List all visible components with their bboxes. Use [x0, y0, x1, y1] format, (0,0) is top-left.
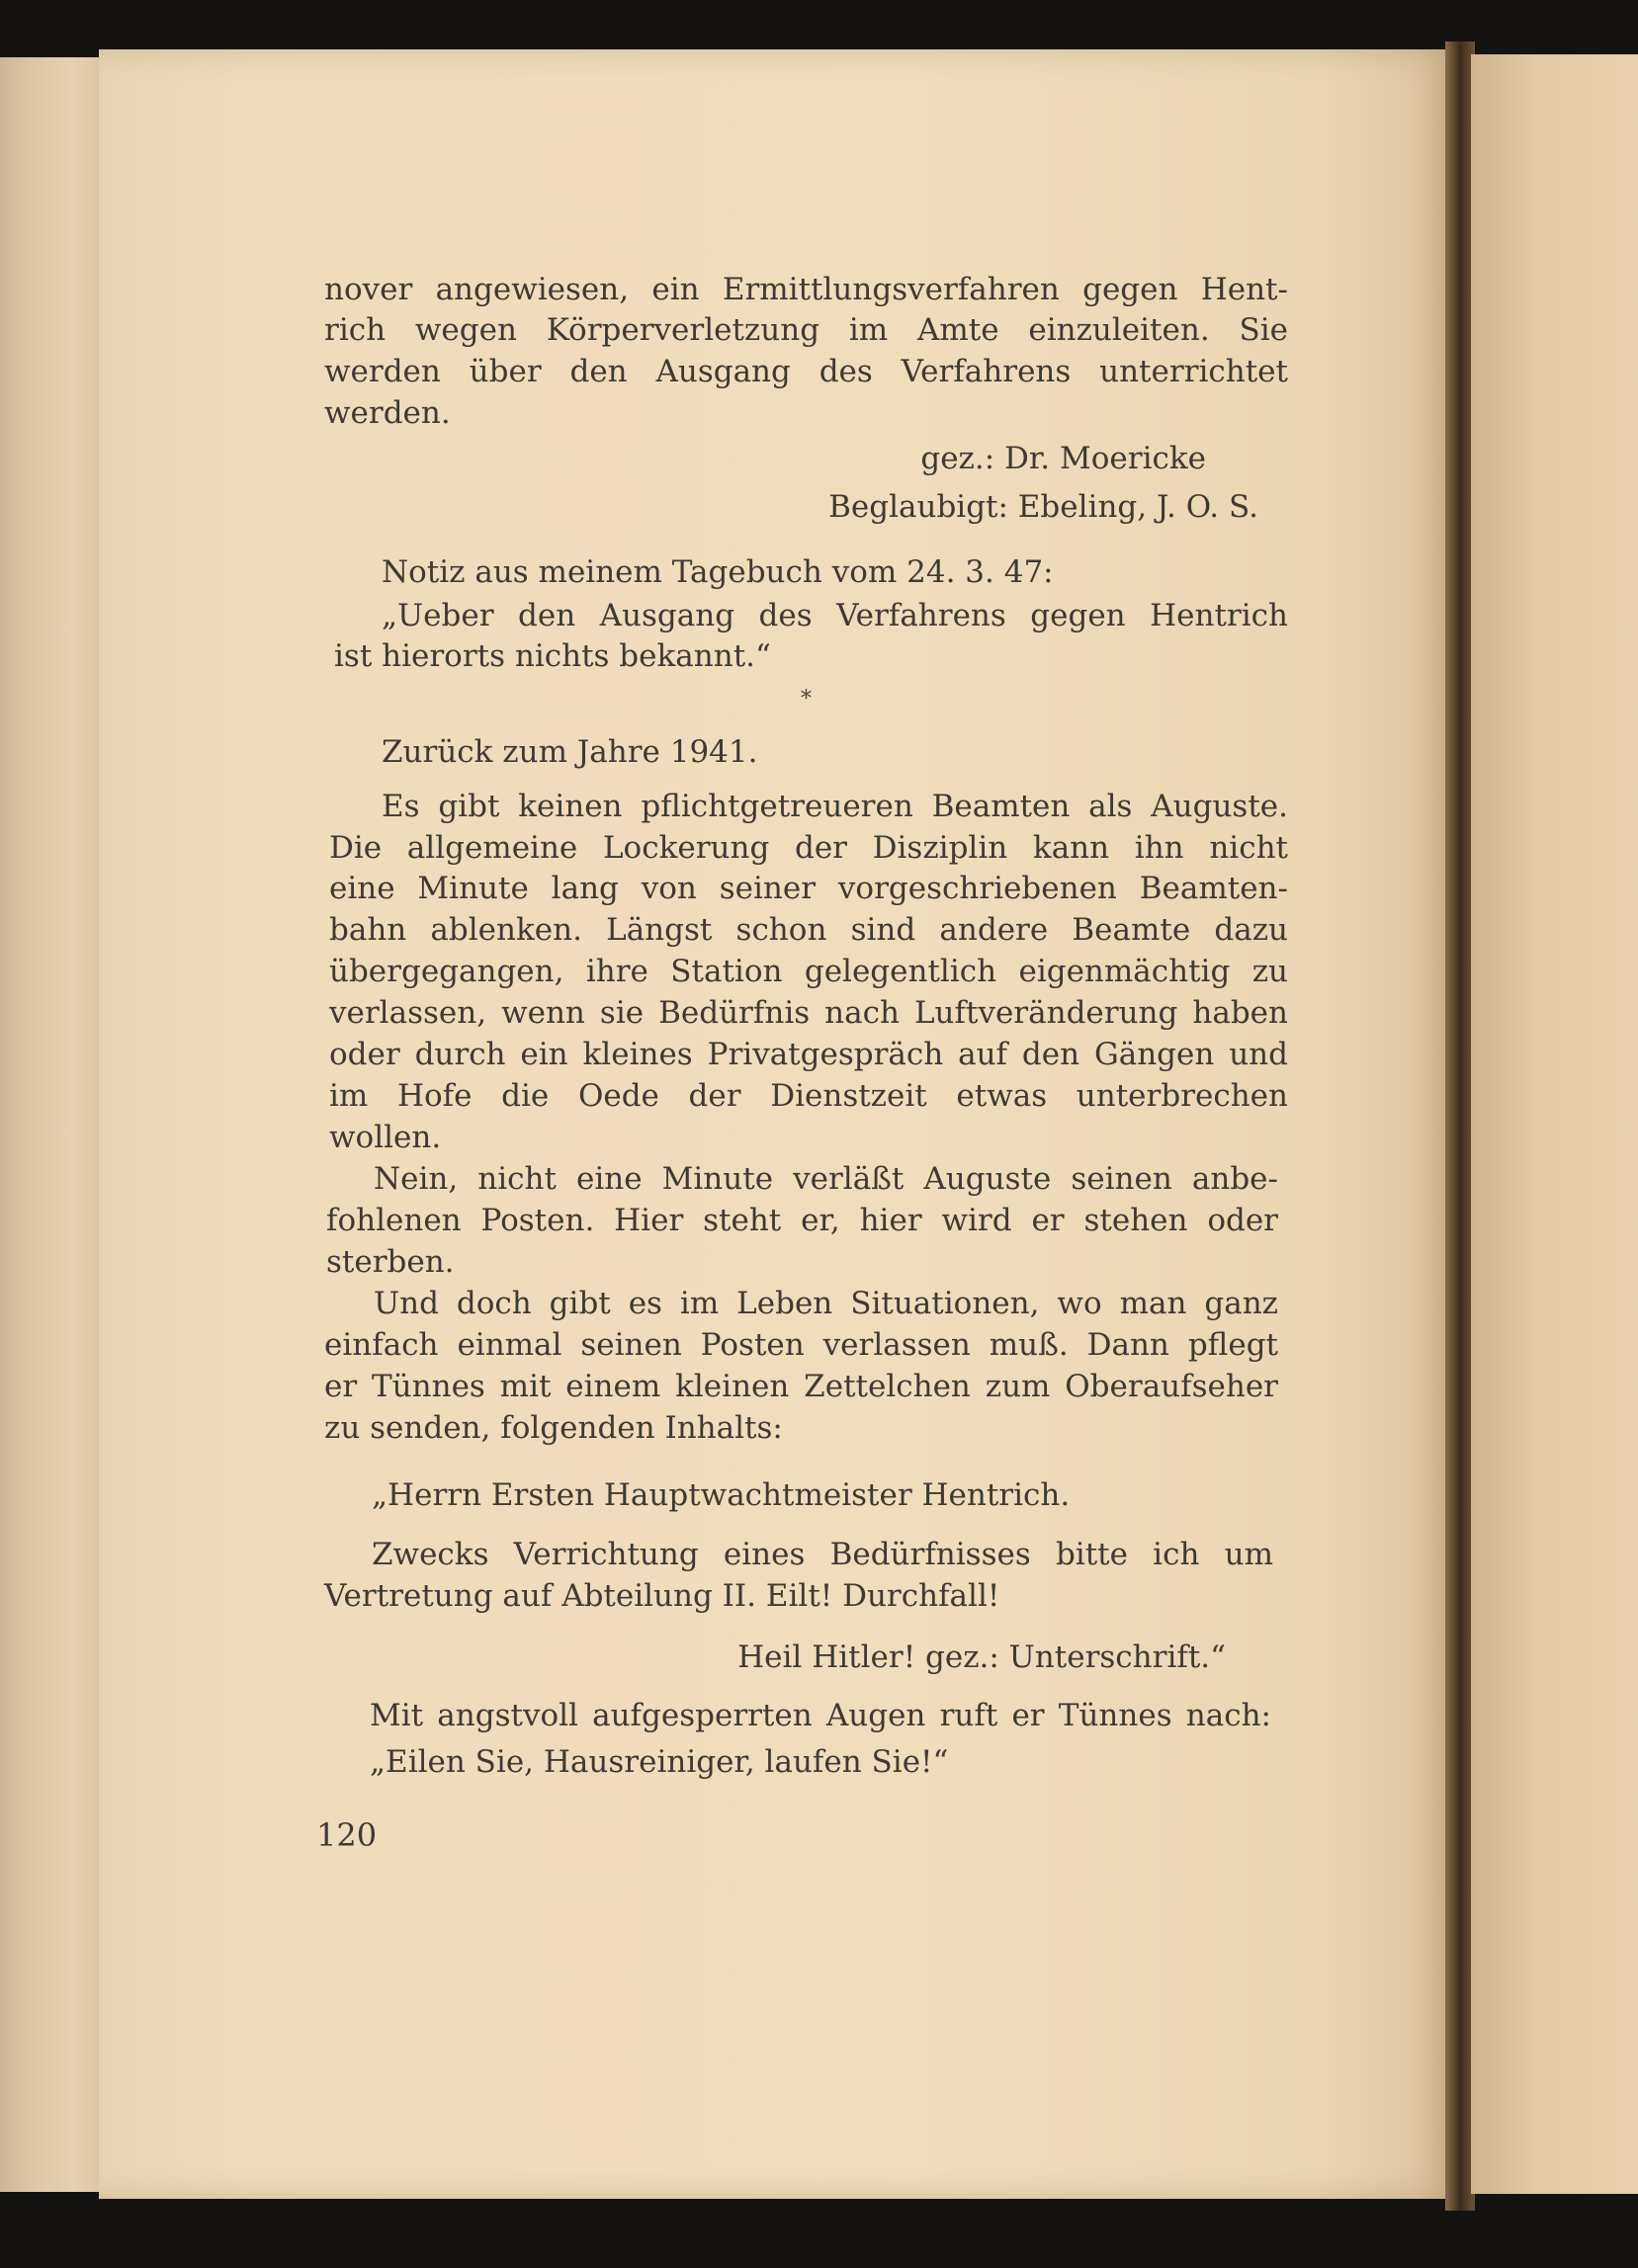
section-heading: Zurück zum Jahre 1941. [382, 734, 758, 770]
certification-line: Beglaubigt: Ebeling, J. O. S. [828, 489, 1258, 525]
paragraph-line: zu senden, folgenden Inhalts: [324, 1410, 783, 1446]
paragraph-line: Nein, nicht eine Minute verläßt Auguste seinen anbe- [374, 1161, 1278, 1197]
paragraph-line: wollen. [329, 1120, 442, 1155]
paragraph-line: Die allgemeine Lockerung der Disziplin kann ihn nicht [329, 830, 1288, 866]
paragraph-line: bahn ablenken. Längst schon sind andere Beamte dazu [329, 912, 1288, 948]
text-line: nover angewiesen, ein Ermittlungsverfahren gegen Hent- [324, 272, 1288, 307]
paragraph-line: eine Minute lang von seiner vorgeschriebenen Beamten- [329, 871, 1288, 906]
paragraph-line: er Tünnes mit einem kleinen Zettelchen zum Oberaufseher [324, 1369, 1278, 1404]
signature-line: gez.: Dr. Moericke [920, 441, 1206, 476]
paragraph-line: oder durch ein kleines Privatgespräch auf den Gängen und [329, 1037, 1288, 1072]
quote-line: ist hierorts nichts bekannt.“ [334, 638, 771, 674]
page-number: 120 [316, 1816, 378, 1854]
text-line: werden über den Ausgang des Verfahrens unterrichtet [324, 354, 1288, 389]
note-salutation: „Herrn Ersten Hauptwachtmeister Hentrich. [372, 1477, 1071, 1513]
paragraph-line: fohlenen Posten. Hier steht er, hier wird er stehen oder [326, 1203, 1278, 1238]
paragraph-line: im Hofe die Oede der Dienstzeit etwas unterbrechen [329, 1078, 1288, 1114]
paragraph-line: Mit angstvoll aufgesperrten Augen ruft er Tünnes nach: [370, 1698, 1271, 1733]
note-line: Zwecks Verrichtung eines Bedürfnisses bitte ich um [372, 1537, 1273, 1572]
paragraph-line: Und doch gibt es im Leben Situationen, wo man ganz [374, 1286, 1278, 1321]
note-line: Vertretung auf Abteilung II. Eilt! Durchfall! [324, 1578, 1000, 1614]
paragraph-line: übergegangen, ihre Station gelegentlich eigenmächtig zu [329, 954, 1288, 989]
paragraph-line: sterben. [326, 1244, 455, 1280]
note-signature: Heil Hitler! gez.: Unterschrift.“ [737, 1639, 1226, 1675]
section-separator: * [801, 687, 812, 712]
facing-page [1471, 54, 1638, 2194]
text-line: werden. [324, 395, 451, 431]
paragraph-line: Es gibt keinen pflichtgetreueren Beamten als Auguste. [382, 789, 1288, 824]
quote-line: „Ueber den Ausgang des Verfahrens gegen Hentrich [382, 598, 1288, 633]
quote-line: „Eilen Sie, Hausreiniger, laufen Sie!“ [370, 1744, 949, 1780]
paragraph-line: verlassen, wenn sie Bedürfnis nach Luftveränderung haben [329, 995, 1288, 1031]
text-line: rich wegen Körperverletzung im Amte einzuleiten. Sie [324, 312, 1288, 348]
diary-note-heading: Notiz aus meinem Tagebuch vom 24. 3. 47: [382, 554, 1054, 590]
page-edges [0, 57, 107, 2192]
paragraph-line: einfach einmal seinen Posten verlassen muß. Dann pflegt [324, 1327, 1278, 1363]
